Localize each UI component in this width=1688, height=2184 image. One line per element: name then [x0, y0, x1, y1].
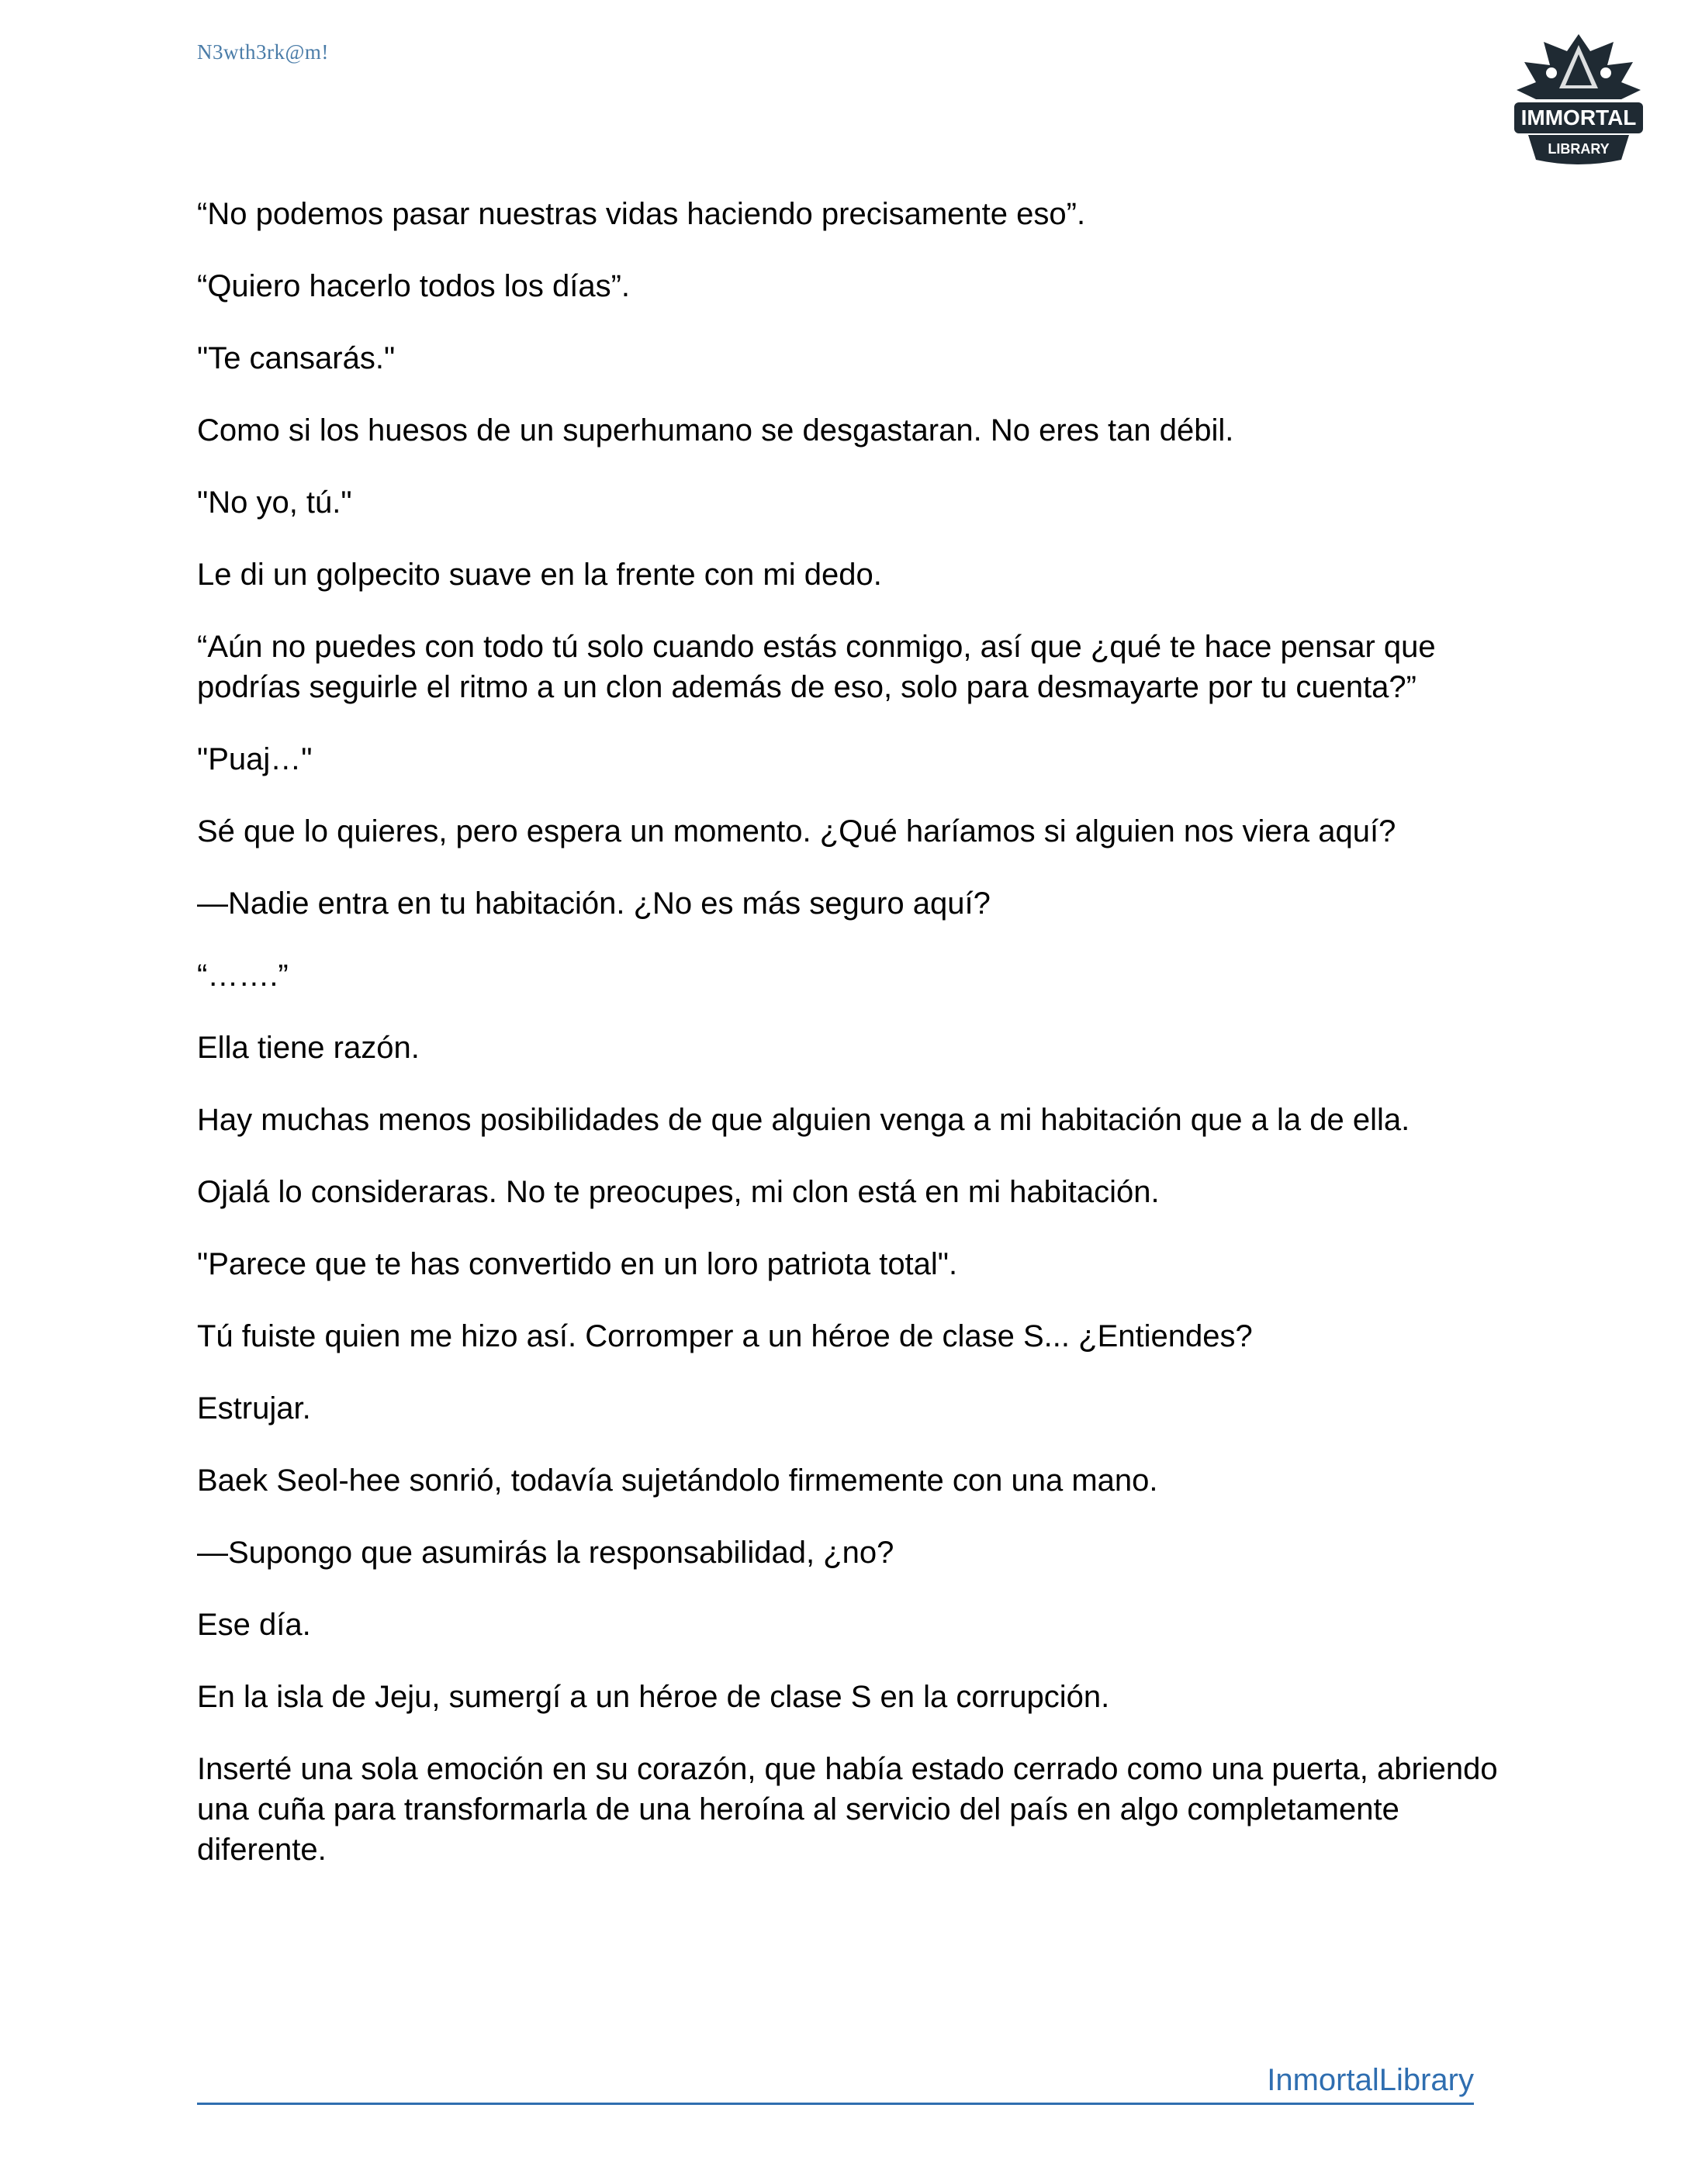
- paragraph: Ese día.: [197, 1608, 311, 1642]
- paragraph: "No yo, tú.": [197, 486, 352, 520]
- paragraph: Estrujar.: [197, 1391, 311, 1425]
- paragraph: "Te cansarás.": [197, 341, 396, 375]
- paragraph: "Parece que te has convertido en un loro patriota total".: [197, 1247, 958, 1281]
- paragraph: Ella tiene razón.: [197, 1031, 420, 1065]
- paragraph: “Aún no puedes con todo tú solo cuando estás conmigo, así que ¿qué te hace pensar que podrías seguirle el ritmo a un clon además de eso, solo para desmayarte por tu cuenta?”: [197, 630, 1436, 704]
- paragraph: “Quiero hacerlo todos los días”.: [197, 269, 631, 303]
- logo-line1: IMMORTAL: [1520, 105, 1637, 130]
- watermark-text: N3wth3rk@m!: [197, 40, 329, 64]
- logo-line2: LIBRARY: [1548, 141, 1610, 157]
- paragraph: Le di un golpecito suave en la frente con mi dedo.: [197, 558, 882, 592]
- paragraph: En la isla de Jeju, sumergí a un héroe de clase S en la corrupción.: [197, 1680, 1110, 1714]
- paragraph: Como si los huesos de un superhumano se desgastaran. No eres tan débil.: [197, 413, 1234, 448]
- paragraph: "Puaj…": [197, 742, 313, 776]
- footer-divider: [197, 2103, 1474, 2105]
- paragraph: “No podemos pasar nuestras vidas haciendo precisamente eso”.: [197, 197, 1086, 231]
- immortal-library-logo: [1505, 28, 1652, 168]
- paragraph: Baek Seol-hee sonrió, todavía sujetándolo firmemente con una mano.: [197, 1463, 1158, 1498]
- footer-link[interactable]: InmortalLibrary: [1267, 2063, 1474, 2097]
- document-body: [197, 194, 1516, 1902]
- paragraph: Ojalá lo consideraras. No te preocupes, mi clon está en mi habitación.: [197, 1175, 1160, 1209]
- paragraph: “…….”: [197, 959, 289, 993]
- paragraph: —Supongo que asumirás la responsabilidad, ¿no?: [197, 1536, 894, 1570]
- paragraph: Tú fuiste quien me hizo así. Corromper a un héroe de clase S... ¿Entiendes?: [197, 1319, 1253, 1353]
- paragraph: Inserté una sola emoción en su corazón, que había estado cerrado como una puerta, abriendo una cuña para transformarla de una heroína al servicio del país en algo completamente diferente.: [197, 1752, 1498, 1867]
- paragraph: Sé que lo quieres, pero espera un momento. ¿Qué haríamos si alguien nos viera aquí?: [197, 814, 1396, 848]
- paragraph: —Nadie entra en tu habitación. ¿No es más seguro aquí?: [197, 886, 991, 921]
- paragraph: Hay muchas menos posibilidades de que alguien venga a mi habitación que a la de ella.: [197, 1103, 1410, 1137]
